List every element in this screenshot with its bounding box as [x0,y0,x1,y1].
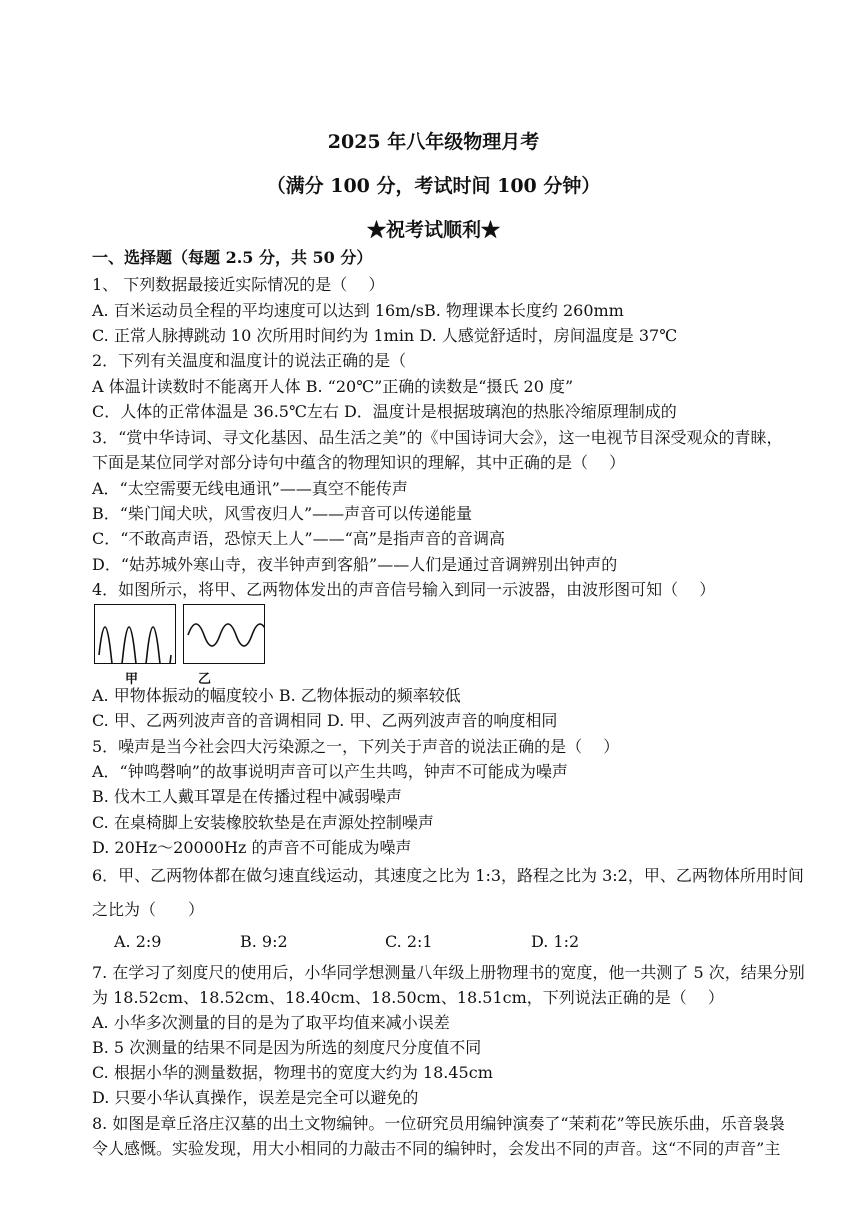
waveform-yi [183,604,265,664]
section-heading: 一、选择题（每题 2.5 分，共 50 分） [92,248,373,267]
q6-option-a: A. 2:9 [114,932,162,951]
q4-stem: 4．如图所示，将甲、乙两物体发出的声音信号输入到同一示波器，由波形图可知（ ） [92,580,716,599]
q3-stem-2: 下面是某位同学对部分诗句中蕴含的物理知识的理解，其中正确的是（ ） [92,453,626,472]
q6-stem-1: 6．甲、乙两物体都在做匀速直线运动，其速度之比为 1:3，路程之比为 3:2，甲、乙两物体所用时间 [92,866,804,885]
q3-option-c: C．“不敢高声语，恐惊天上人”——“高”是指声音的音调高 [92,529,505,548]
exam-subtitle: （满分 100 分，考试时间 100 分钟） [266,175,601,197]
q3-option-d: D．“姑苏城外寒山寺，夜半钟声到客船”——人们是通过音调辨别出钟声的 [92,555,618,574]
q6-option-b: B. 9:2 [240,932,288,951]
q6-option-d: D. 1:2 [531,932,580,951]
q4-options-cd: C. 甲、乙两列波声音的音调相同 D. 甲、乙两列波声音的响度相同 [92,711,558,730]
q1-options-cd: C. 正常人脉搏跳动 10 次所用时间约为 1min D. 人感觉舒适时，房间温度是 37℃ [92,326,678,345]
q8-stem-1: 8. 如图是章丘洛庄汉墓的出土文物编钟。一位研究员用编钟演奏了“茉莉花”等民族乐曲，乐音袅袅 [92,1114,785,1133]
q2-stem: 2．下列有关温度和温度计的说法正确的是（ [92,351,407,370]
q4-options-ab: A. 甲物体振动的幅度较小 B. 乙物体振动的频率较低 [92,686,461,705]
q7-option-a: A. 小华多次测量的目的是为了取平均值来减小误差 [92,1013,450,1032]
exam-wish: ★祝考试顺利★ [366,219,500,241]
q3-option-a: A．“太空需要无线电通讯”——真空不能传声 [92,479,408,498]
q3-option-b: B．“柴门闻犬吠，风雪夜归人”——声音可以传递能量 [92,504,473,523]
q6-stem-2: 之比为（ ） [92,900,205,919]
q5-option-b: B. 伐木工人戴耳罩是在传播过程中减弱噪声 [92,787,402,806]
q3-stem-1: 3．“赏中华诗词、寻文化基因、品生活之美”的《中国诗词大会》，这一电视节目深受观众的青睐， [92,428,783,447]
q5-option-a: A．“钟鸣磬响”的故事说明声音可以产生共鸣，钟声不可能成为噪声 [92,762,568,781]
exam-title: 2025 年八年级物理月考 [327,131,540,153]
q1-options-ab: A. 百米运动员全程的平均速度可以达到 16m/sB. 物理课本长度约 260mm [92,301,624,320]
q5-stem: 5．噪声是当今社会四大污染源之一，下列关于声音的说法正确的是（ ） [92,737,620,756]
q7-stem-1: 7. 在学习了刻度尺的使用后，小华同学想测量八年级上册物理书的宽度，他一共测了 5 次，结果分别 [92,963,805,982]
q2-options-cd: C．人体的正常体温是 36.5℃左右 D．温度计是根据玻璃泡的热胀冷缩原理制成的 [92,402,677,421]
waveform-jia [94,604,176,664]
q5-option-d: D. 20Hz～20000Hz 的声音不可能成为噪声 [92,838,412,857]
q8-stem-2: 令人感慨。实验发现，用大小相同的力敲击不同的编钟时，会发出不同的声音。这“不同的声音”主 [92,1139,781,1158]
q7-stem-2: 为 18.52cm、18.52cm、18.40cm、18.50cm、18.51cm，下列说法正确的是（ ） [92,988,724,1007]
q7-option-c: C. 根据小华的测量数据，物理书的宽度大约为 18.45cm [92,1063,493,1082]
q2-options-ab: A 体温计读数时不能离开人体 B. “20℃”正确的读数是“摄氏 20 度” [92,377,574,396]
waveform-label-jia: 甲 [125,672,139,687]
waveform-label-yi: 乙 [198,672,212,687]
q7-option-b: B. 5 次测量的结果不同是因为所选的刻度尺分度值不同 [92,1038,482,1057]
q5-option-c: C. 在桌椅脚上安装橡胶软垫是在声源处控制噪声 [92,813,434,832]
q1-stem: 1、 下列数据最接近实际情况的是（ ） [92,275,385,294]
q7-option-d: D. 只要小华认真操作，误差是完全可以避免的 [92,1088,419,1107]
q6-option-c: C. 2:1 [385,932,433,951]
